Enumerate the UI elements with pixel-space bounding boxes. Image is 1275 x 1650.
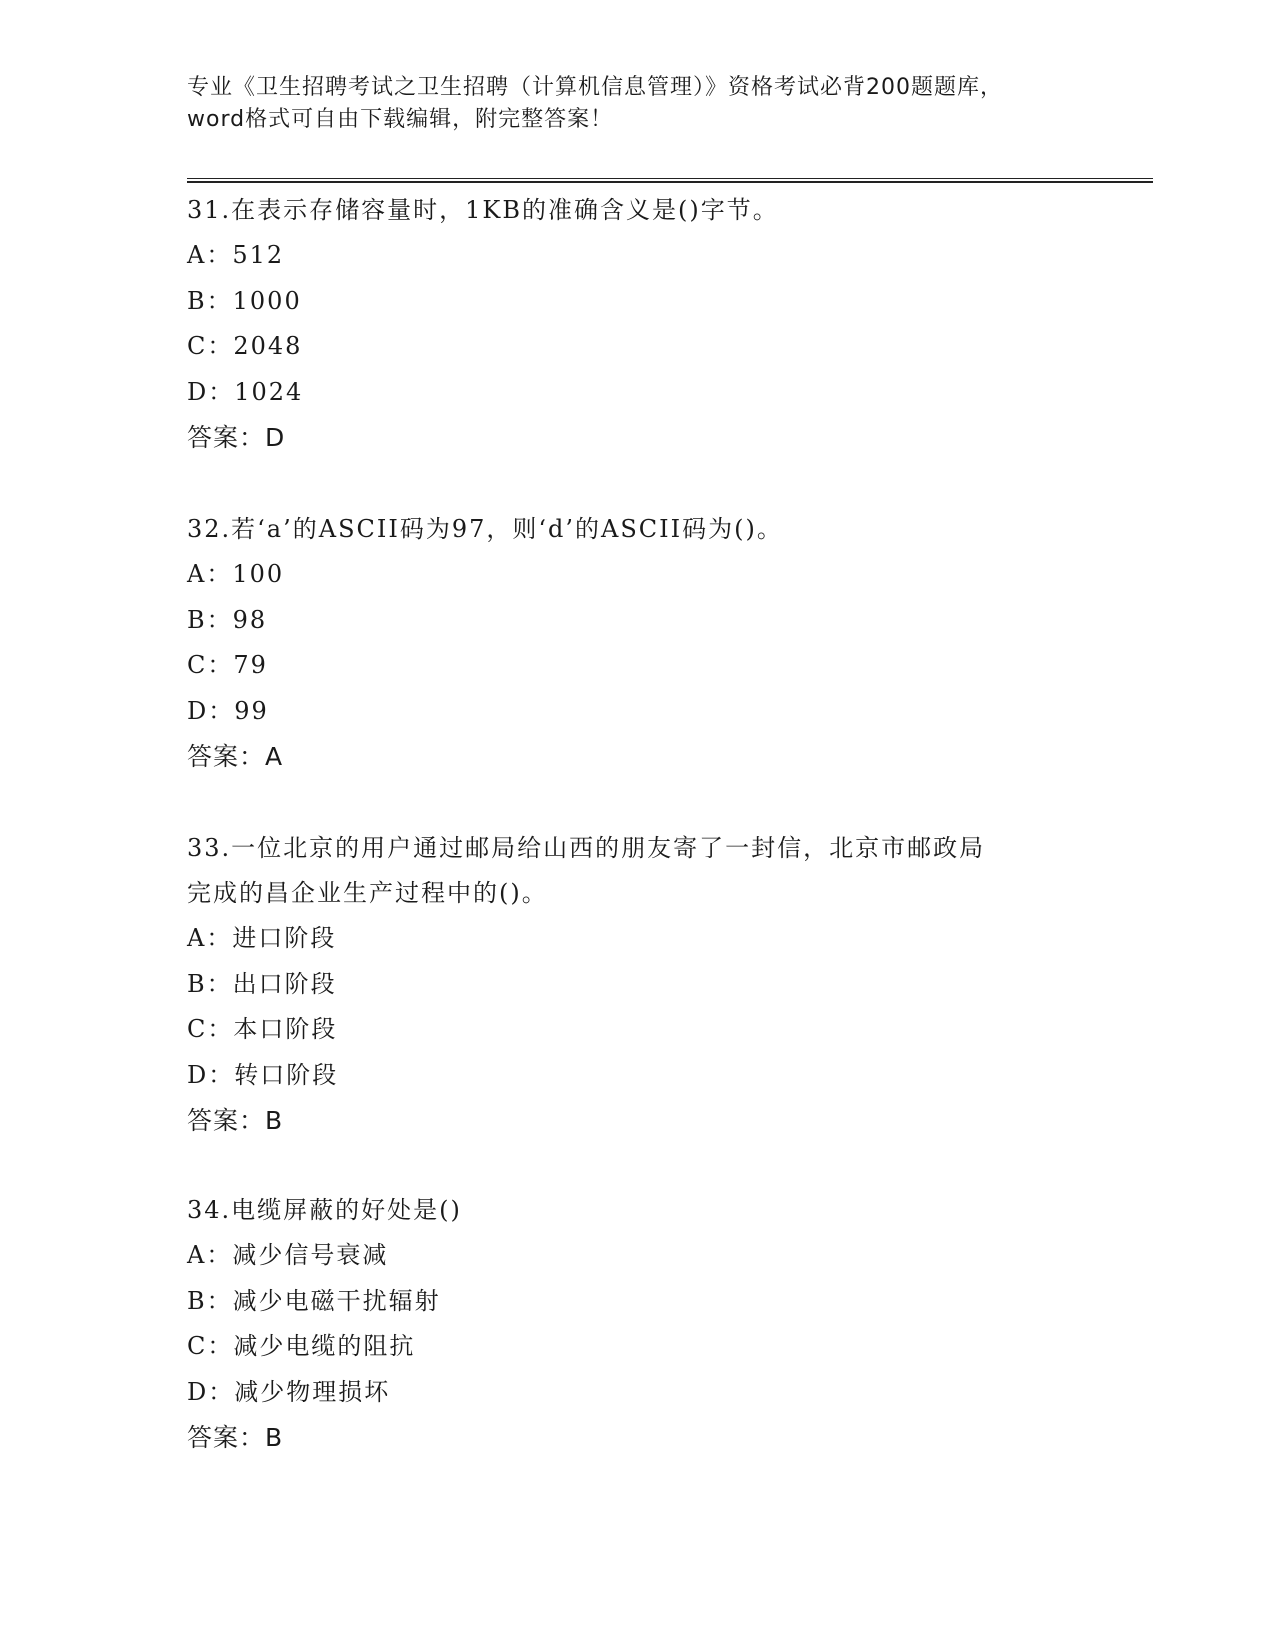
option-a: A：进口阶段 [187, 924, 337, 952]
question-stem: 31.在表示存储容量时，1KB的准确含义是()字节。 [187, 196, 779, 224]
answer: 答案：B [187, 1423, 284, 1452]
answer: 答案：B [187, 1106, 284, 1135]
question-stem-line-2: 完成的昌企业生产过程中的()。 [187, 879, 548, 907]
option-c: C：本口阶段 [187, 1015, 338, 1043]
question-32 [187, 507, 1087, 779]
header-line-2: word格式可自由下载编辑，附完整答案！ [187, 107, 614, 132]
answer: 答案：A [187, 742, 284, 771]
option-b: B：98 [187, 605, 268, 634]
option-b: B：减少电磁干扰辐射 [187, 1286, 441, 1315]
option-b: B：1000 [187, 286, 302, 315]
option-d: D：1024 [187, 377, 304, 406]
question-31 [187, 188, 1087, 460]
option-d: D：减少物理损坏 [187, 1377, 391, 1406]
option-d: D：99 [187, 696, 269, 725]
option-c: C：2048 [187, 332, 303, 360]
option-a: A：减少信号衰减 [187, 1241, 389, 1269]
option-c: C：79 [187, 651, 268, 679]
header-line-1: 专业《卫生招聘考试之卫生招聘（计算机信息管理）》资格考试必背200题题库， [187, 75, 1003, 100]
option-b: B：出口阶段 [187, 969, 337, 998]
option-a: A：512 [187, 241, 285, 269]
header-divider [187, 178, 1153, 183]
option-d: D：转口阶段 [187, 1060, 339, 1089]
question-34 [187, 1188, 1087, 1460]
question-stem: 34.电缆屏蔽的好处是() [187, 1196, 462, 1224]
question-stem-line-1: 33.一位北京的用户通过邮局给山西的朋友寄了一封信，北京市邮政局 [187, 834, 986, 862]
option-a: A：100 [187, 560, 285, 588]
answer: 答案：D [187, 423, 286, 452]
question-33 [187, 826, 1087, 1143]
document-header [187, 72, 1087, 136]
option-c: C：减少电缆的阻抗 [187, 1332, 416, 1360]
question-stem: 32.若‘a’的ASCII码为97，则‘d’的ASCII码为()。 [187, 515, 783, 543]
